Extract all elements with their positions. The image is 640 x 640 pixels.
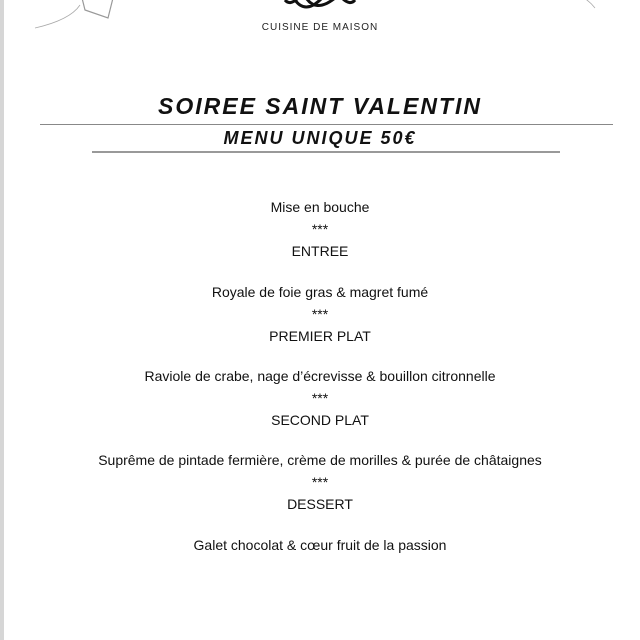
menu-item: Galet chocolat & cœur fruit de la passion: [193, 537, 447, 553]
menu-item: Mise en bouche: [270, 199, 370, 215]
course-heading: PREMIER PLAT: [269, 328, 371, 344]
course-heading: SECOND PLAT: [271, 412, 369, 428]
menu-item: Royale de foie gras & magret fumé: [211, 284, 429, 300]
divider: [40, 124, 613, 125]
logo-icon: [260, 0, 380, 16]
page-title: SOIREE SAINT VALENTIN: [158, 93, 482, 119]
separator: ***: [311, 306, 329, 322]
brand-tagline: CUISINE DE MAISON: [261, 22, 379, 33]
separator: ***: [311, 221, 329, 237]
menu-item: Suprême de pintade fermière, crème de morilles & purée de châtaignes: [98, 452, 542, 468]
course-heading: ENTREE: [291, 243, 349, 259]
menu-price: MENU UNIQUE 50€: [223, 128, 417, 148]
separator: ***: [311, 474, 329, 490]
separator: ***: [311, 390, 329, 406]
heart-doodle-icon: [30, 0, 120, 40]
menu-item: Raviole de crabe, nage d’écrevisse & bouillon citronnelle: [144, 368, 496, 384]
course-heading: DESSERT: [287, 496, 353, 512]
divider: [92, 151, 560, 153]
